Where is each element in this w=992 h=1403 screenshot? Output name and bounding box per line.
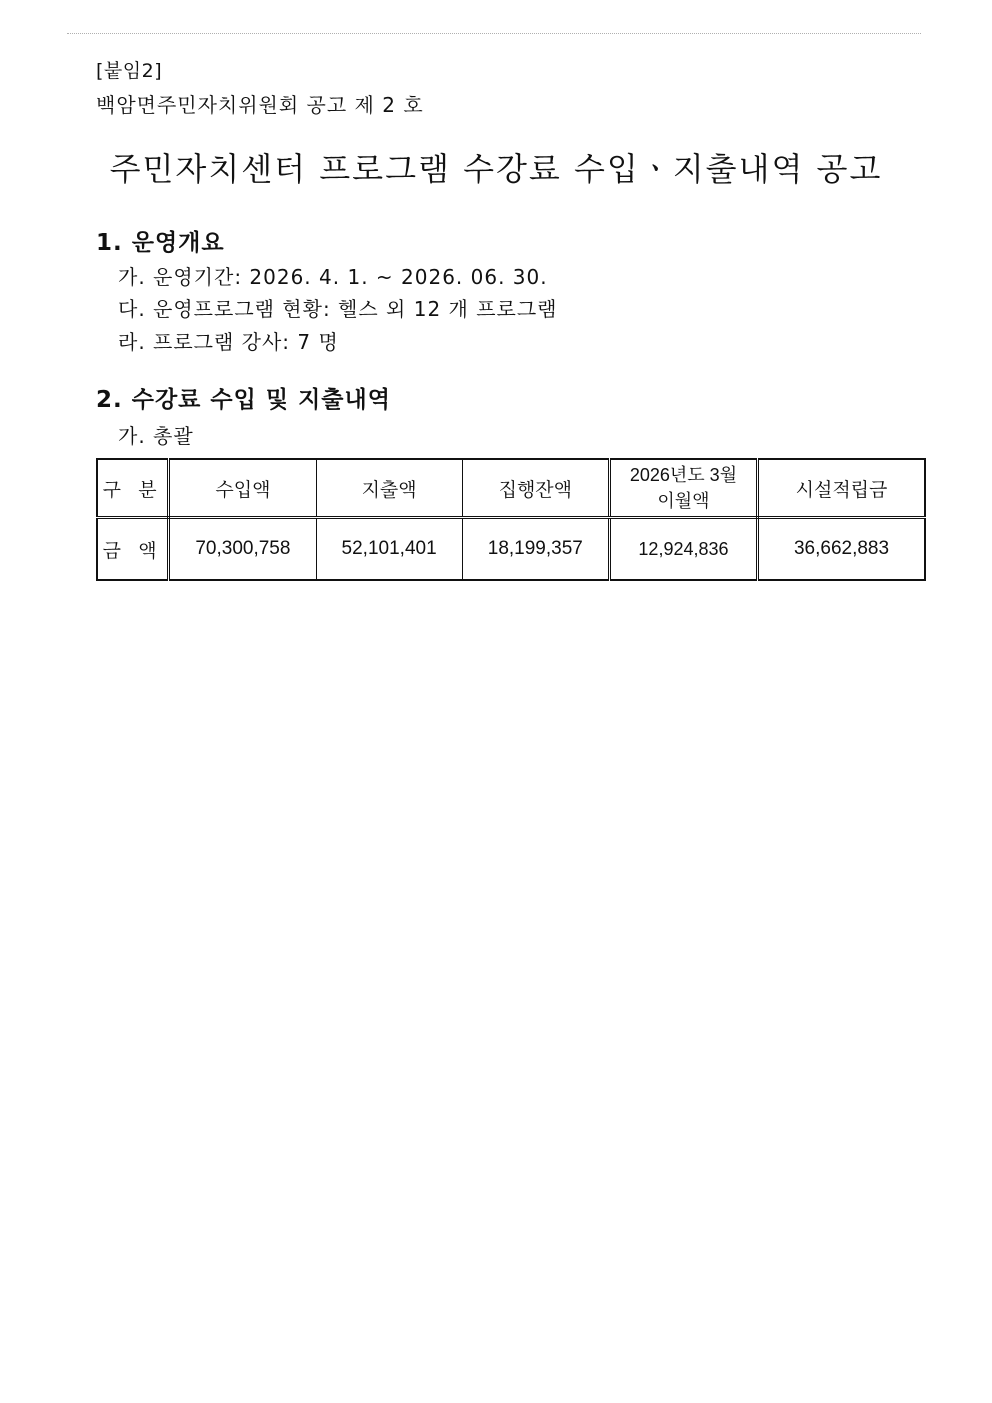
notice-number: 백암면주민자치위원회 공고 제 2 호	[96, 93, 424, 117]
table-row	[97, 518, 925, 581]
value-expense: 52,101,401	[316, 518, 462, 581]
summary-table	[96, 458, 926, 581]
section-heading-overview: 1. 운영개요	[96, 230, 225, 256]
table-header-row	[97, 459, 925, 518]
header-income: 수입액	[169, 459, 316, 518]
header-carryover-line1: 2026년도 3월	[629, 465, 738, 485]
document-title: 주민자치센터 프로그램 수강료 수입ㆍ지출내역 공고	[109, 150, 883, 188]
value-balance: 18,199,357	[462, 518, 609, 581]
header-reserve: 시설적립금	[758, 459, 925, 518]
header-balance: 집행잔액	[462, 459, 609, 518]
value-carryover: 12,924,836	[609, 518, 757, 581]
header-dotted-rule	[67, 33, 921, 34]
overview-item-period: 가. 운영기간: 2026. 4. 1. ~ 2026. 06. 30.	[118, 265, 548, 289]
overview-item-programs: 다. 운영프로그램 현황: 헬스 외 12 개 프로그램	[118, 297, 558, 321]
section-heading-finance: 2. 수강료 수입 및 지출내역	[96, 387, 391, 413]
attachment-label: [붙임2]	[96, 60, 163, 82]
header-label-cell: 구 분	[97, 459, 169, 518]
header-carryover	[609, 459, 757, 518]
header-carryover-line2: 이월액	[657, 491, 710, 511]
overview-item-instructors: 라. 프로그램 강사: 7 명	[118, 330, 339, 354]
finance-subheading-summary: 가. 총괄	[118, 424, 194, 448]
row-label-cell: 금 액	[97, 518, 169, 581]
header-expense: 지출액	[316, 459, 462, 518]
value-income: 70,300,758	[169, 518, 316, 581]
value-reserve: 36,662,883	[758, 518, 925, 581]
